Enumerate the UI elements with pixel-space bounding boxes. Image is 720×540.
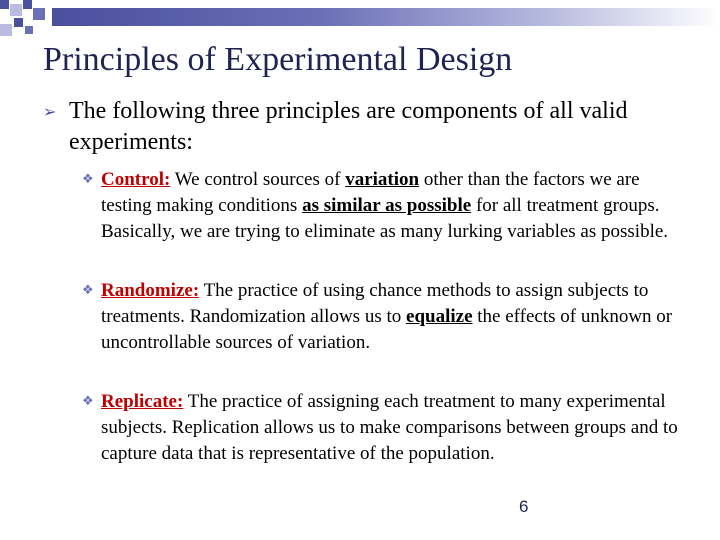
title-bar: [52, 8, 720, 26]
emphasis: variation: [345, 169, 420, 190]
principle-term: Replicate:: [101, 391, 184, 412]
principle-term: Randomize:: [101, 280, 200, 301]
intro-text: The following three principles are components of all valid experiments:: [69, 98, 628, 155]
emphasis: equalize: [406, 306, 473, 327]
deco-square: [23, 0, 32, 9]
deco-square: [25, 26, 33, 34]
intro-bullet: [43, 96, 693, 158]
page-number: 6: [519, 497, 529, 516]
principle-replicate: [82, 389, 682, 467]
arrow-bullet-icon: ➢: [43, 102, 57, 121]
principle-body: the effects of unknown or uncontrollable sources of variation.: [101, 306, 673, 353]
principle-control: [82, 167, 682, 245]
principle-text: [82, 389, 682, 467]
diamond-bullet-icon: ❖: [82, 283, 94, 298]
slide-title: Principles of Experimental Design: [43, 41, 513, 78]
deco-square: [0, 0, 9, 9]
principle-body: other than the factors we are testing making conditions: [101, 169, 640, 216]
deco-square: [0, 24, 12, 36]
deco-square: [10, 4, 22, 16]
principle-body: The practice of using chance methods to assign subjects to treatments. Randomization allows us to: [101, 280, 649, 327]
principle-body: We control sources of: [170, 169, 346, 190]
diamond-bullet-icon: ❖: [82, 172, 94, 187]
principle-text: [82, 278, 682, 356]
principle-body: for all treatment groups. Basically, we are trying to eliminate as many lurking variables as possible.: [101, 195, 669, 242]
principle-term: Control:: [101, 169, 171, 190]
deco-square: [14, 18, 23, 27]
header-decoration: [0, 0, 720, 40]
deco-square: [33, 8, 45, 20]
principle-randomize: [82, 278, 682, 356]
diamond-bullet-icon: ❖: [82, 394, 94, 409]
emphasis: as similar as possible: [302, 195, 472, 216]
principle-body: The practice of assigning each treatment to many experimental subjects. Replication allows us to make comparisons between groups and to capture data that is representative of the population.: [101, 391, 678, 464]
principle-text: [82, 167, 682, 245]
